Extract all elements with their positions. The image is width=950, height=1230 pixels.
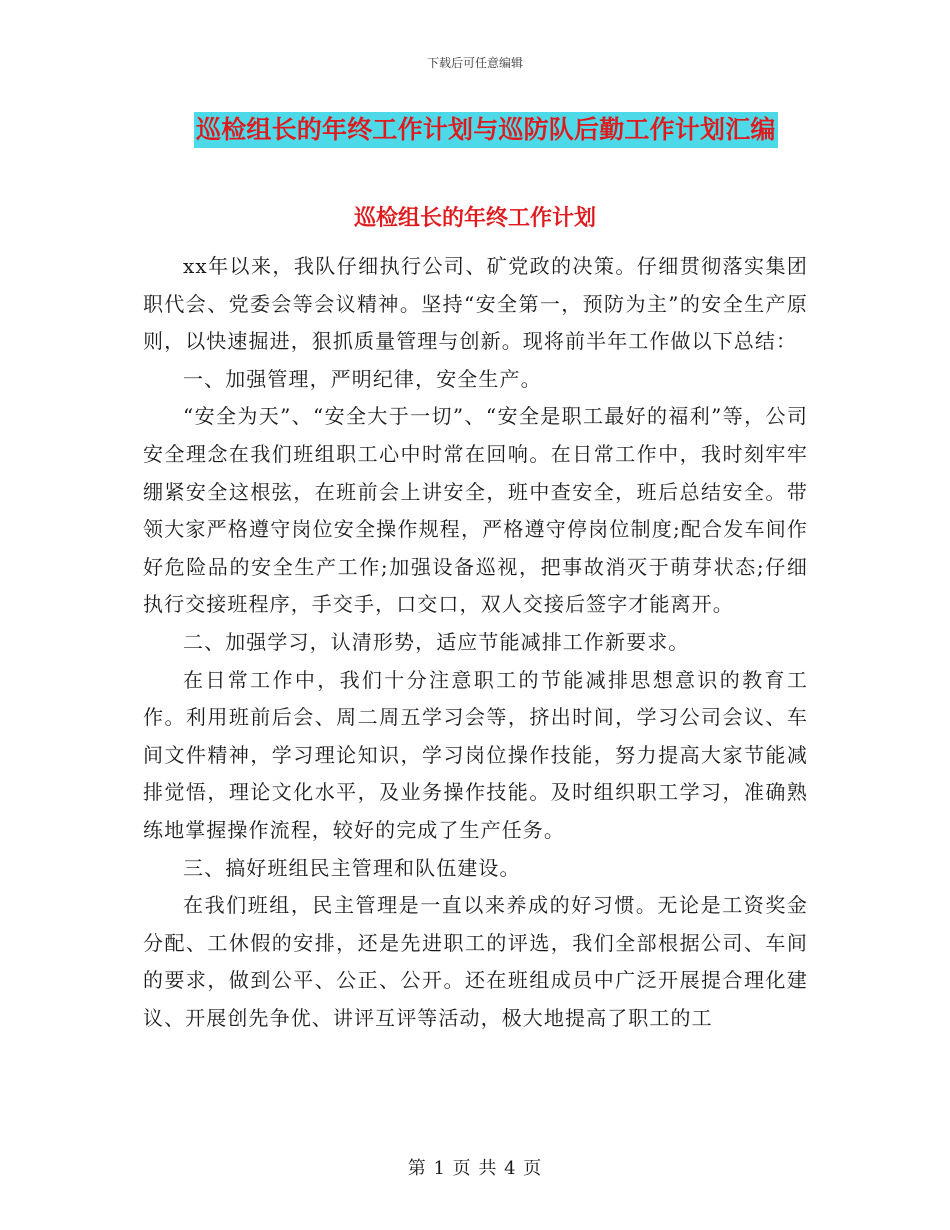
paragraph-study: 在日常工作中，我们十分注意职工的节能减排思想意识的教育工作。利用班前后会、周二周五学习会等，挤出时间，学习公司会议、车间文件精神，学习理论知识，学习岗位操作技能，努力提高大家节能减排觉悟，理论文化水平，及业务操作技能。及时组织职工学习，准确熟练地掌握操作流程，较好的完成了生产任务。 [143, 667, 808, 842]
paragraph-intro: xx年以来，我队仔细执行公司、矿党政的决策。仔细贯彻落实集团职代会、党委会等会议精神。坚持“安全第一，预防为主”的安全生产原则，以快速掘进，狠抓质量管理与创新。现将前半年工作做以下总结： [143, 254, 808, 354]
section-title: 巡检组长的年终工作计划 [353, 206, 596, 231]
page-header-note: 下载后可任意编辑 [426, 56, 523, 70]
heading-two: 二、加强学习，认清形势，适应节能减排工作新要求。 [183, 629, 690, 654]
paragraph-management: 在我们班组，民主管理是一直以来养成的好习惯。无论是工资奖金分配、工休假的安排，还是先进职工的评选，我们全部根据公司、车间的要求，做到公平、公正、公开。还在班组成员中广泛开展提合理化建议、开展创先争优、讲评互评等活动，极大地提高了职工的工 [143, 893, 808, 1030]
document-title: 巡检组长的年终工作计划与巡防队后勤工作计划汇编 [194, 112, 778, 148]
heading-one: 一、加强管理，严明纪律，安全生产。 [183, 366, 542, 391]
document-body [143, 248, 808, 1037]
heading-three: 三、搞好班组民主管理和队伍建设。 [183, 855, 521, 880]
paragraph-safety: “安全为天”、“安全大于一切”、“安全是职工最好的福利”等，公司安全理念在我们班组职工心中时常在回响。在日常工作中，我时刻牢牢绷紧安全这根弦，在班前会上讲安全，班中查安全，班后总结安全。带领大家严格遵守岗位安全操作规程，严格遵守停岗位制度;配合发车间作好危险品的安全生产工作;加强设备巡视，把事故消灭于萌芽状态;仔细执行交接班程序，手交手，口交口，双人交接后签字才能离开。 [143, 404, 808, 617]
page-number-footer: 第 1 页 共 4 页 [407, 1158, 543, 1179]
